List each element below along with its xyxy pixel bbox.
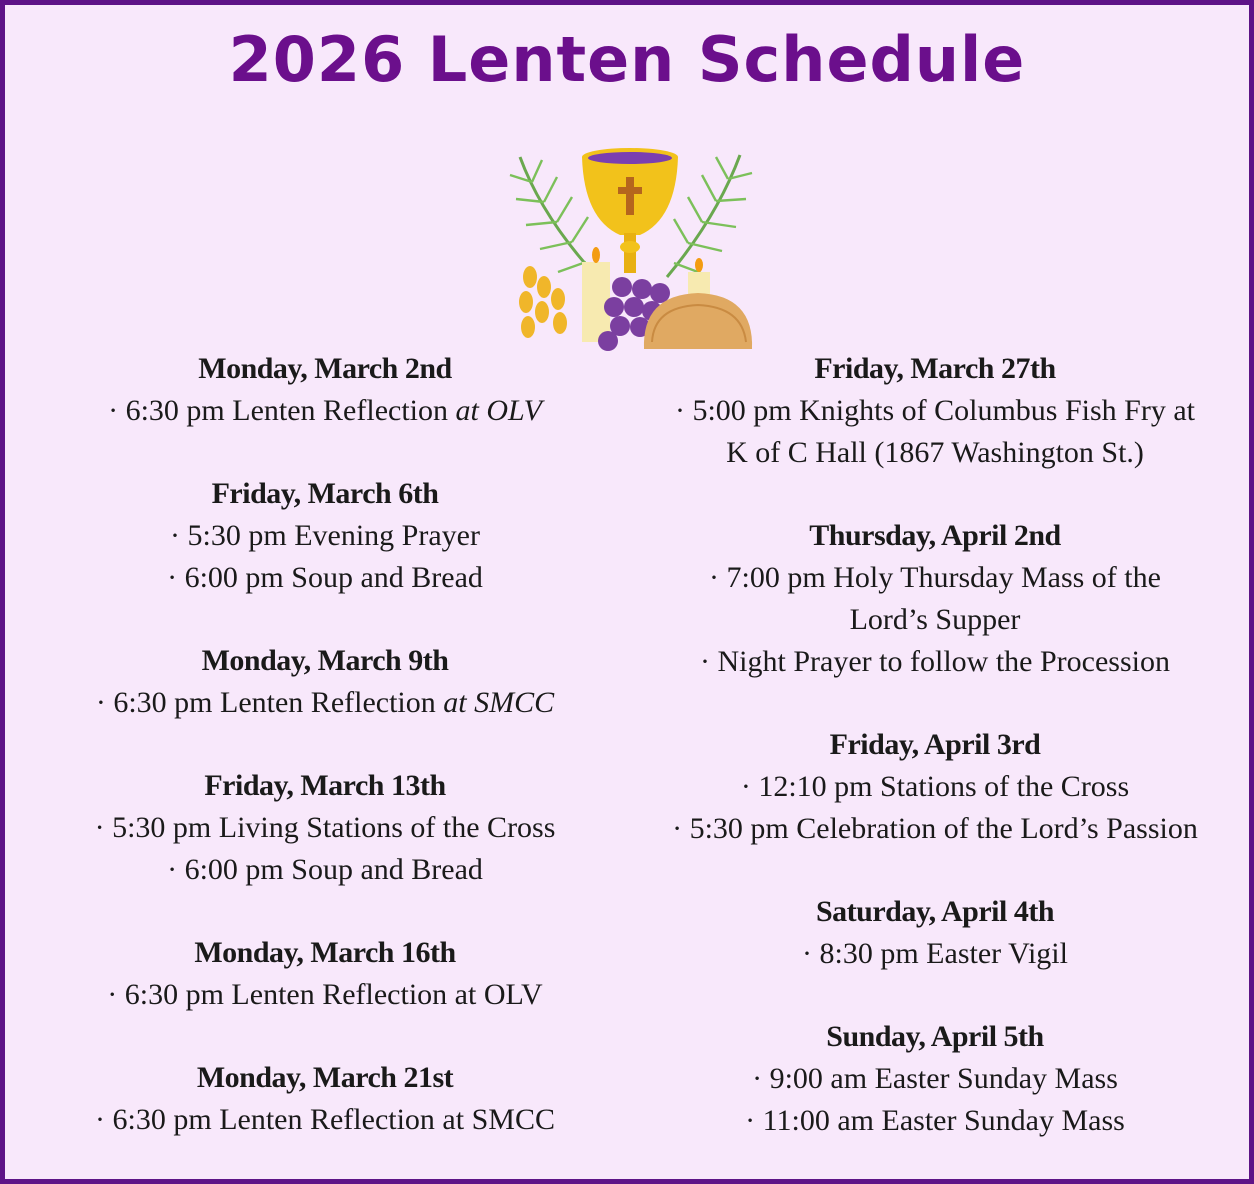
event-text: · 6:30 pm Lenten Reflection (108, 394, 456, 427)
event-location: at SMCC (443, 686, 555, 719)
day-heading: Friday, March 6th (211, 477, 439, 510)
event-line (635, 1058, 1235, 1100)
event-line (45, 682, 605, 724)
day-heading: Saturday, April 4th (815, 895, 1055, 928)
day-heading: Sunday, April 5th (826, 1020, 1044, 1053)
schedule-day (635, 1016, 1235, 1142)
event-text: · 6:00 pm Soup and Bread (167, 853, 483, 886)
event-line (635, 808, 1235, 850)
event-line (45, 557, 605, 599)
event-text: · 5:30 pm Celebration of the Lord’s Passion (672, 812, 1198, 845)
schedule-day (635, 515, 1235, 683)
right-column (635, 348, 1235, 1183)
schedule-day (45, 765, 605, 891)
event-text: · 6:30 pm Lenten Reflection at SMCC (95, 1103, 555, 1136)
event-line (635, 557, 1235, 599)
day-heading: Friday, April 3rd (829, 728, 1041, 761)
event-line (45, 390, 605, 432)
schedule-day (635, 348, 1235, 474)
event-text: · 6:30 pm Lenten Reflection at OLV (107, 978, 543, 1011)
chalice-bread-grapes-palms-icon (502, 127, 762, 357)
day-heading: Monday, March 16th (194, 936, 456, 969)
event-text: · 5:30 pm Living Stations of the Cross (94, 811, 556, 844)
page-title: 2026 Lenten Schedule (228, 23, 1026, 96)
event-line (635, 599, 1235, 641)
event-location: at OLV (455, 394, 542, 427)
event-text: · 6:30 pm Lenten Reflection (95, 686, 444, 719)
event-text: · 8:30 pm Easter Vigil (802, 937, 1068, 970)
event-line (635, 766, 1235, 808)
schedule-day (635, 891, 1235, 975)
event-line (45, 849, 605, 891)
day-heading: Monday, March 21st (196, 1061, 454, 1094)
event-line (635, 933, 1235, 975)
day-heading: Monday, March 9th (201, 644, 449, 677)
schedule-day (45, 473, 605, 599)
event-text: · 6:00 pm Soup and Bread (167, 561, 483, 594)
event-text: K of C Hall (1867 Washington St.) (726, 436, 1144, 469)
event-line (45, 974, 605, 1016)
event-line (635, 1100, 1235, 1142)
schedule-day (635, 724, 1235, 850)
schedule-day (45, 1057, 605, 1141)
event-text: Lord’s Supper (849, 603, 1021, 636)
event-text: · 9:00 am Easter Sunday Mass (752, 1062, 1118, 1095)
event-text: · 5:00 pm Knights of Columbus Fish Fry at (674, 394, 1196, 427)
day-heading: Thursday, April 2nd (809, 519, 1061, 552)
event-line (635, 432, 1235, 474)
event-text: · 7:00 pm Holy Thursday Mass of the (709, 561, 1161, 594)
day-heading: Friday, March 13th (204, 769, 446, 802)
event-line (45, 807, 605, 849)
schedule-day (45, 932, 605, 1016)
day-heading: Monday, March 2nd (198, 352, 452, 385)
event-text: · 12:10 pm Stations of the Cross (740, 770, 1130, 803)
event-line (45, 1099, 605, 1141)
event-text: · 11:00 am Easter Sunday Mass (745, 1104, 1125, 1137)
event-line (635, 390, 1235, 432)
day-heading: Friday, March 27th (814, 352, 1056, 385)
event-line (635, 641, 1235, 683)
left-column (45, 348, 605, 1182)
schedule-day (45, 640, 605, 724)
event-text: · 5:30 pm Evening Prayer (170, 519, 480, 552)
event-line (45, 515, 605, 557)
schedule-day (45, 348, 605, 432)
event-text: · Night Prayer to follow the Procession (700, 645, 1170, 678)
